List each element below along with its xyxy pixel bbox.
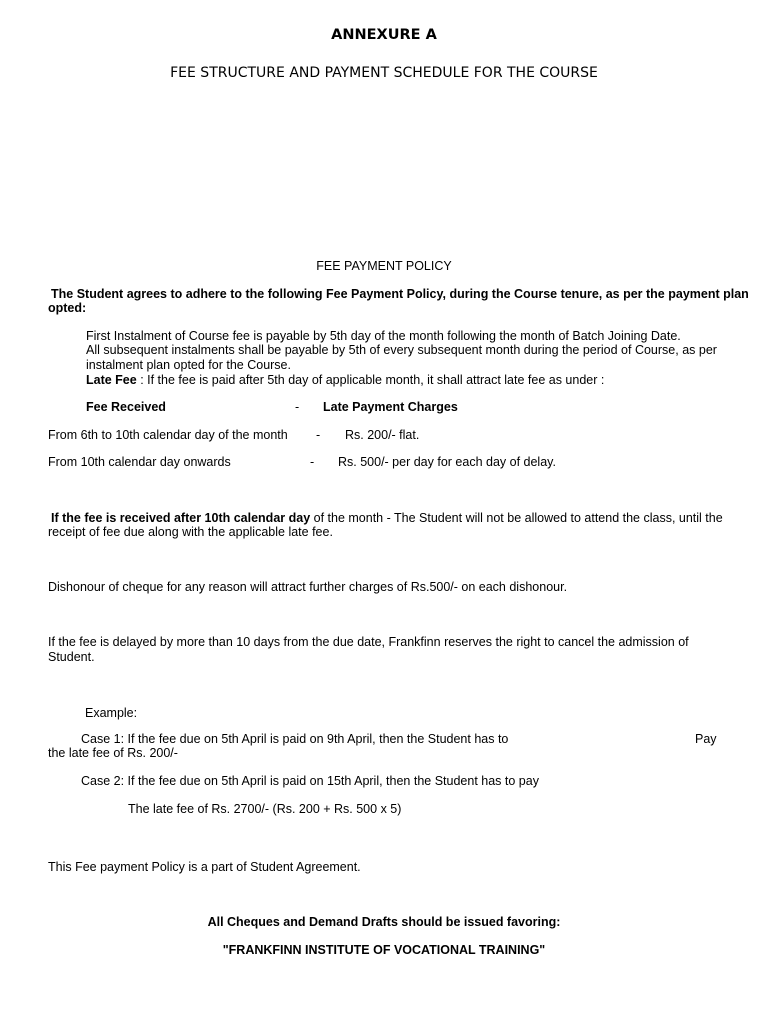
- table-row-2-period: From 10th calendar day onwards: [48, 455, 231, 469]
- late-fee-line: [86, 373, 604, 388]
- table-row-2-dash: -: [310, 455, 315, 469]
- table-row-2-charge: Rs. 500/- per day for each day of delay.: [338, 455, 556, 469]
- cheque-dishonour-text: Dishonour of cheque for any reason will attract further charges of Rs.500/- on each dishonour.: [48, 580, 568, 594]
- case-1-text: Case 1: If the fee due on 5th April is paid on 9th April, then the Student has to: [81, 732, 509, 746]
- table-row-1-charge: Rs. 200/- flat.: [345, 428, 420, 442]
- table-header-fee-received: Fee Received: [86, 400, 166, 414]
- section-heading: FEE PAYMENT POLICY: [316, 259, 452, 273]
- example-label: Example:: [85, 706, 138, 720]
- table-row-1-dash: -: [316, 428, 321, 442]
- intro-line-2: opted:: [48, 301, 87, 315]
- agreement-note: This Fee payment Policy is a part of Student Agreement.: [48, 860, 361, 874]
- case-2-line-2: The late fee of Rs. 2700/- (Rs. 200 + Rs. 500 x 5): [128, 802, 402, 816]
- after-10th-line-1: [51, 511, 723, 526]
- subsequent-instalment-line-1: All subsequent instalments shall be payable by 5th of every subsequent month during the period of Course, as per: [86, 343, 717, 357]
- table-row-1-period: From 6th to 10th calendar day of the month: [48, 428, 288, 442]
- after-10th-rest: of the month - The Student will not be allowed to attend the class, until the: [310, 511, 723, 525]
- delay-cancel-line-1: If the fee is delayed by more than 10 days from the due date, Frankfinn reserves the right to cancel the admission of: [48, 635, 689, 649]
- late-fee-text: : If the fee is paid after 5th day of applicable month, it shall attract late fee as under :: [136, 373, 605, 387]
- after-10th-bold: If the fee is received after 10th calendar day: [51, 511, 311, 525]
- page-subtitle: FEE STRUCTURE AND PAYMENT SCHEDULE FOR THE COURSE: [170, 65, 598, 81]
- late-fee-label: Late Fee: [86, 373, 137, 387]
- table-header-dash: -: [295, 400, 300, 414]
- subsequent-instalment-line-2: instalment plan opted for the Course.: [86, 358, 291, 372]
- first-instalment-text: First Instalment of Course fee is payable by 5th day of the month following the month of Batch Joining Date.: [86, 329, 681, 343]
- page-title: ANNEXURE A: [331, 27, 437, 43]
- case-1-pay: Pay: [695, 732, 717, 746]
- delay-cancel-line-2: Student.: [48, 650, 95, 664]
- institute-name: "FRANKFINN INSTITUTE OF VOCATIONAL TRAINING": [222, 943, 546, 957]
- case-2-text: Case 2: If the fee due on 5th April is paid on 15th April, then the Student has to pay: [81, 774, 539, 788]
- table-header-late-charges: Late Payment Charges: [323, 400, 458, 414]
- after-10th-line-2: receipt of fee due along with the applicable late fee.: [48, 525, 333, 539]
- intro-line-1: The Student agrees to adhere to the following Fee Payment Policy, during the Course tenure, as per the payment plan: [51, 287, 749, 301]
- cheques-heading: All Cheques and Demand Drafts should be issued favoring:: [207, 915, 561, 929]
- case-1-line-2: the late fee of Rs. 200/-: [48, 746, 178, 760]
